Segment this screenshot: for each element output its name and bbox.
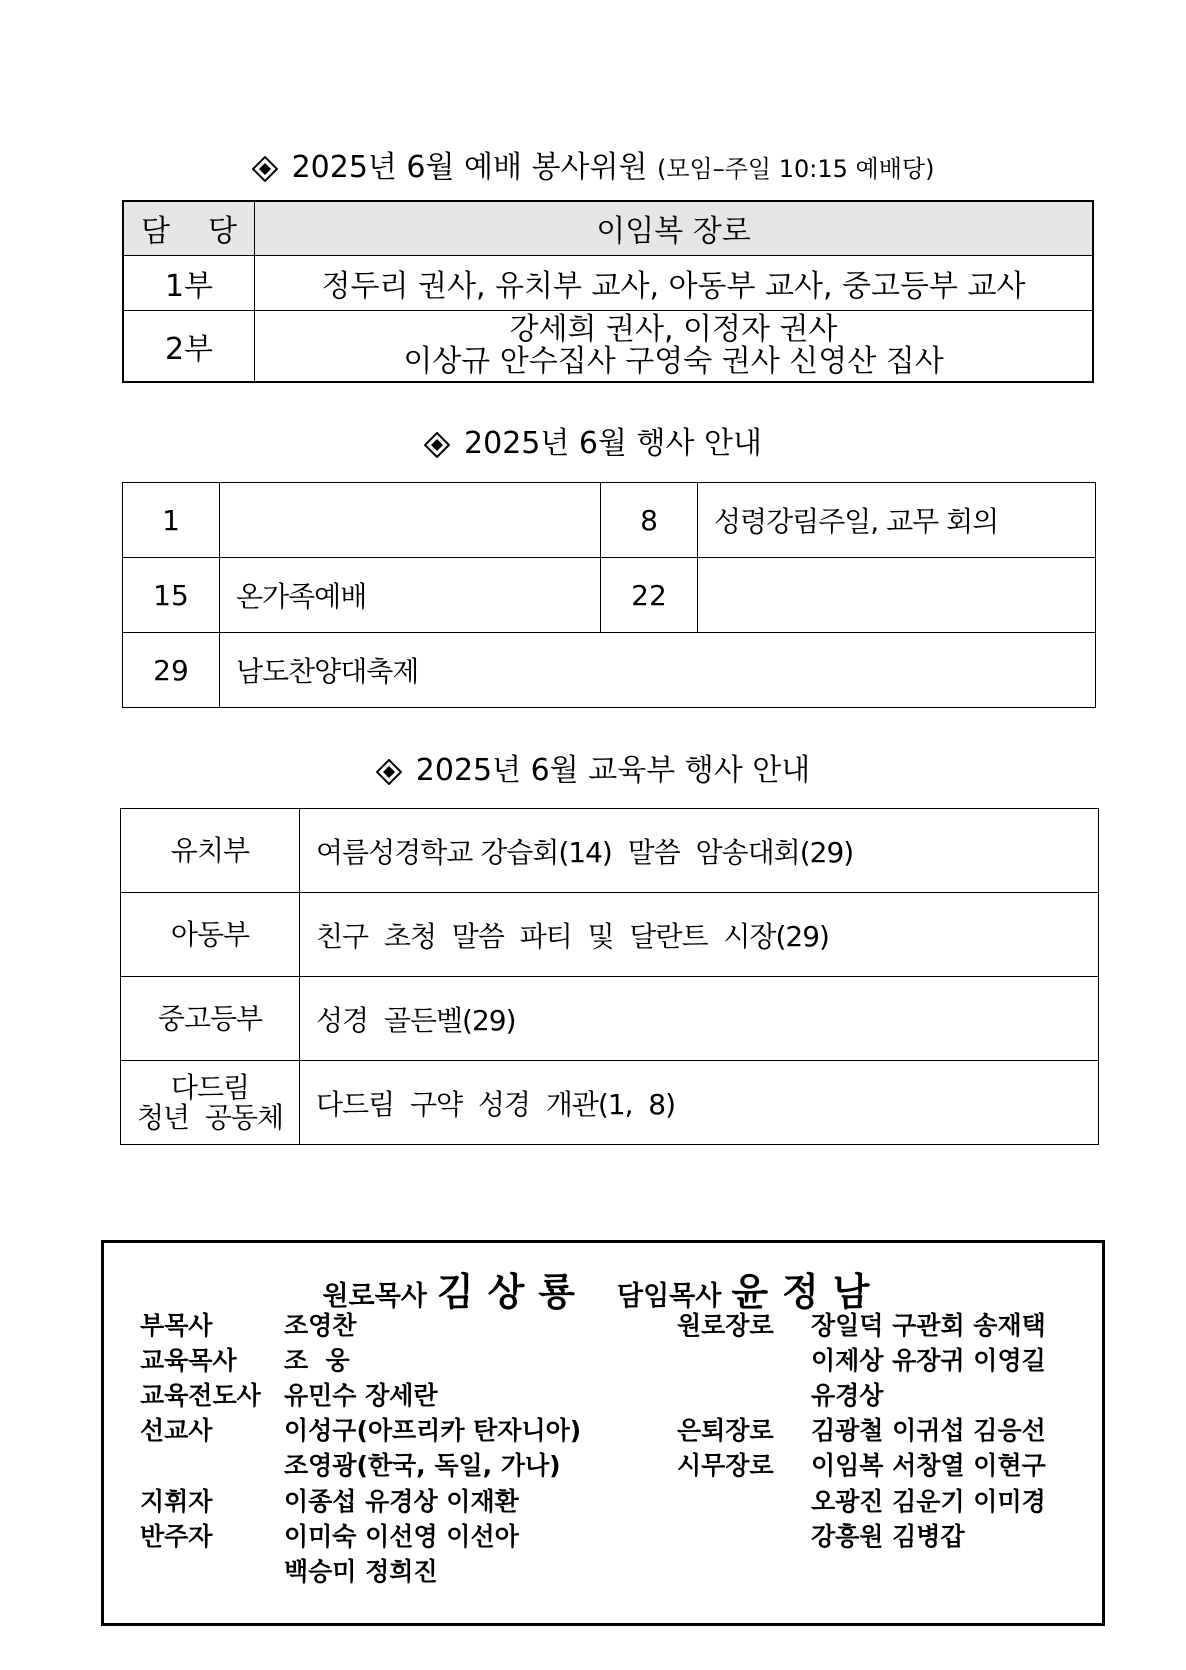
edu-event: 여름성경학교 강습회(14) 말씀 암송대회(29) [300, 809, 1099, 893]
edu-dept-line: 청년 공동체 [136, 1100, 284, 1134]
edu-dept: 아동부 [121, 893, 300, 977]
service-label-cell: 담 당 [123, 201, 255, 255]
education-heading [0, 751, 1186, 791]
staff-label: 시무장로 [677, 1451, 774, 1480]
staff-label: 지휘자 [140, 1487, 213, 1516]
service-heading-note: (모임–주일 10:15 예배당) [657, 155, 935, 183]
service-heading [0, 148, 1186, 189]
staff-label: 교육전도사 [140, 1381, 261, 1410]
senior-name: 윤정남 [731, 1270, 884, 1314]
event-text: 남도찬양대축제 [220, 633, 1096, 708]
emeritus-title: 원로목사 [322, 1281, 427, 1312]
event-date: 8 [601, 483, 698, 558]
service-value-cell [255, 310, 1094, 382]
diamond-icon [252, 156, 278, 182]
events-table [122, 482, 1096, 708]
emeritus-name: 김상룡 [436, 1270, 589, 1314]
service-value-line: 강세희 권사, 이정자 권사 [509, 311, 838, 347]
edu-event: 친구 초청 말씀 파티 및 달란트 시장(29) [300, 893, 1099, 977]
event-text: 성령강림주일, 교무 회의 [698, 483, 1096, 558]
pastors-line [104, 1261, 1102, 1316]
staff-label: 원로장로 [677, 1311, 774, 1340]
edu-dept [121, 1061, 300, 1145]
staff-names: 백승미 정희진 [284, 1557, 438, 1586]
event-text: 온가족예배 [220, 558, 601, 633]
staff-names: 유민수 장세란 [284, 1381, 438, 1410]
staff-label: 교육목사 [140, 1346, 237, 1375]
senior-title: 담임목사 [617, 1281, 722, 1312]
service-value-line: 이상규 안수집사 구영숙 권사 신영산 집사 [403, 343, 944, 379]
staff-names: 이미숙 이선영 이선아 [284, 1522, 519, 1551]
event-text [698, 558, 1096, 633]
staff-names: 장일덕 구관회 송재택 [811, 1311, 1046, 1340]
staff-names: 이임복 서창열 이현구 [811, 1451, 1046, 1480]
service-heading-text: 2025년 6월 예배 봉사위원 [291, 150, 648, 185]
event-date: 22 [601, 558, 698, 633]
service-label-cell: 1부 [123, 255, 255, 310]
edu-dept-line: 다드림 [170, 1070, 250, 1104]
event-date: 1 [123, 483, 220, 558]
service-value-cell: 정두리 권사, 유치부 교사, 아동부 교사, 중고등부 교사 [255, 255, 1094, 310]
staff-label: 반주자 [140, 1522, 213, 1551]
edu-dept: 중고등부 [121, 977, 300, 1061]
event-date: 29 [123, 633, 220, 708]
service-table [122, 200, 1094, 383]
staff-box [101, 1240, 1105, 1626]
staff-names: 이종섭 유경상 이재환 [284, 1487, 519, 1516]
diamond-icon [424, 432, 450, 458]
staff-label: 부목사 [140, 1311, 213, 1340]
staff-label: 은퇴장로 [677, 1416, 774, 1445]
staff-names: 조 웅 [284, 1346, 350, 1375]
staff-names: 김광철 이귀섭 김응선 [811, 1416, 1046, 1445]
events-heading-text: 2025년 6월 행사 안내 [464, 426, 762, 461]
staff-names: 강흥원 김병갑 [811, 1522, 965, 1551]
staff-label: 선교사 [140, 1416, 213, 1445]
event-text [220, 483, 601, 558]
staff-names: 이제상 유장귀 이영길 [811, 1346, 1046, 1375]
staff-names: 조영찬 [284, 1311, 357, 1340]
events-heading [0, 424, 1186, 464]
education-heading-text: 2025년 6월 교육부 행사 안내 [415, 753, 811, 788]
education-table [120, 808, 1099, 1145]
service-value-cell: 이임복 장로 [255, 201, 1094, 255]
event-date: 15 [123, 558, 220, 633]
staff-names: 오광진 김운기 이미경 [811, 1487, 1046, 1516]
service-label-cell: 2부 [123, 310, 255, 382]
edu-dept: 유치부 [121, 809, 300, 893]
staff-names: 이성구(아프리카 탄자니아) [284, 1416, 582, 1445]
diamond-icon [376, 759, 402, 785]
staff-names: 유경상 [811, 1381, 884, 1410]
staff-names: 조영광(한국, 독일, 가나) [284, 1451, 561, 1480]
edu-event: 다드림 구약 성경 개관(1, 8) [300, 1061, 1099, 1145]
edu-event: 성경 골든벨(29) [300, 977, 1099, 1061]
